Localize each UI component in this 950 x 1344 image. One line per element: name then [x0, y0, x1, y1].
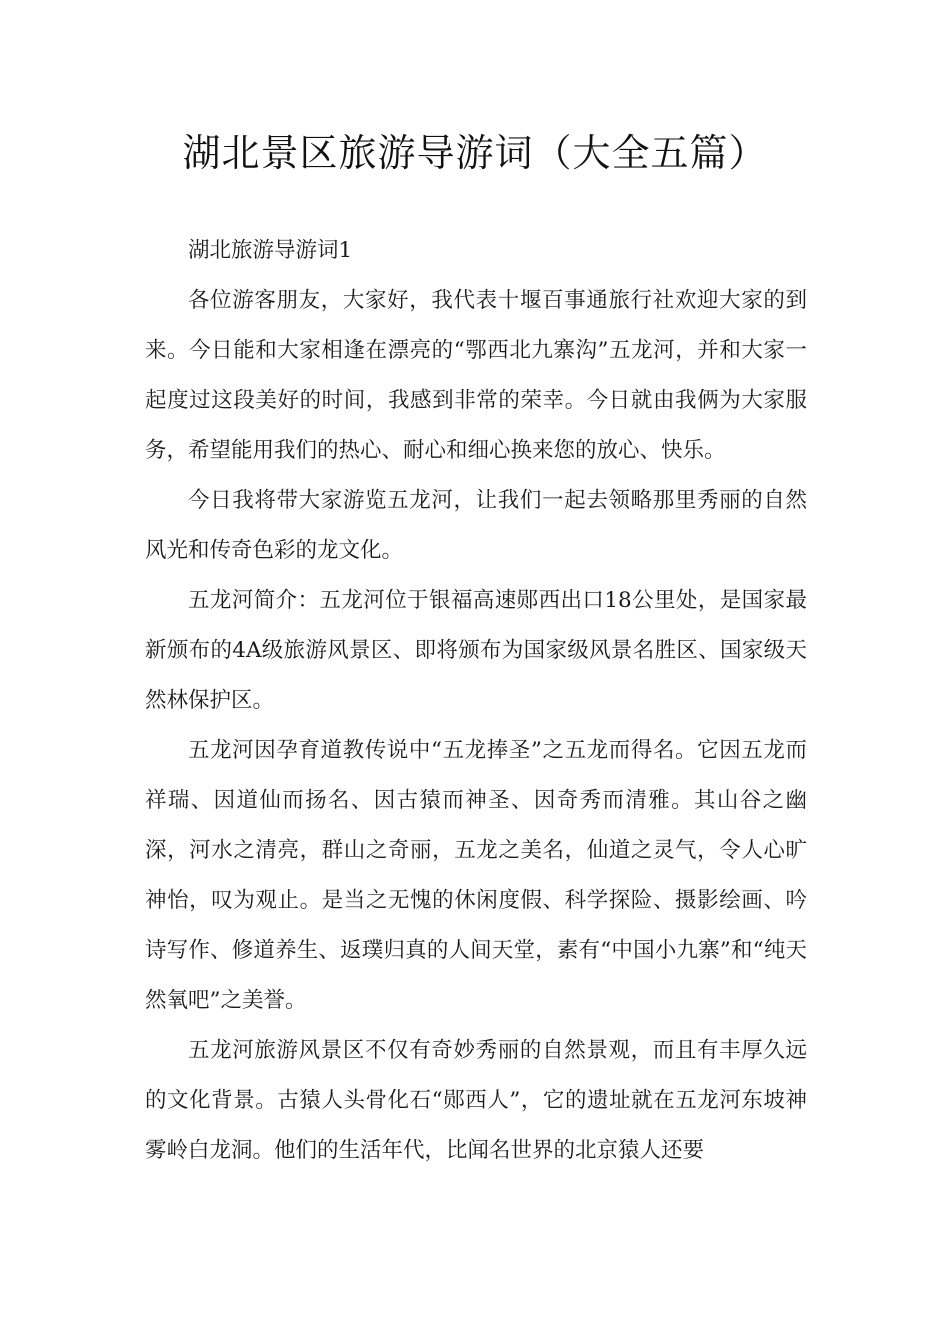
document-body — [145, 226, 807, 1176]
paragraph: 五龙河旅游风景区不仅有奇妙秀丽的自然景观，而且有丰厚久远的文化背景。古猿人头骨化石“郧西人”，它的遗址就在五龙河东坡神雾岭白龙洞。他们的生活年代，比闻名世界的北京猿人还要 — [145, 1038, 807, 1163]
paragraph: 五龙河因孕育道教传说中“五龙捧圣”之五龙而得名。它因五龙而祥瑞、因道仙而扬名、因古猿而神圣、因奇秀而清雅。其山谷之幽深，河水之清亮，群山之奇丽，五龙之美名，仙道之灵气，令人心旷神怡，叹为观止。是当之无愧的休闲度假、科学探险、摄影绘画、吟诗写作、修道养生、返璞归真的人间天堂，素有“中国小九寨”和“纯天然氧吧”之美誉。 — [145, 738, 807, 1013]
paragraph: 今日我将带大家游览五龙河，让我们一起去领略那里秀丽的自然风光和传奇色彩的龙文化。 — [145, 488, 807, 563]
paragraph: 五龙河简介：五龙河位于银福高速郧西出口18公里处，是国家最新颁布的4A级旅游风景区、即将颁布为国家级风景名胜区、国家级天然林保护区。 — [145, 588, 807, 713]
section-heading: 湖北旅游导游词1 — [188, 238, 353, 263]
paragraph: 各位游客朋友，大家好，我代表十堰百事通旅行社欢迎大家的到来。今日能和大家相逢在漂亮的“鄂西北九寨沟”五龙河，并和大家一起度过这段美好的时间，我感到非常的荣幸。今日就由我俩为大家服务，希望能用我们的热心、耐心和细心换来您的放心、快乐。 — [145, 288, 807, 463]
document-title: 湖北景区旅游导游词（大全五篇） — [182, 131, 768, 175]
